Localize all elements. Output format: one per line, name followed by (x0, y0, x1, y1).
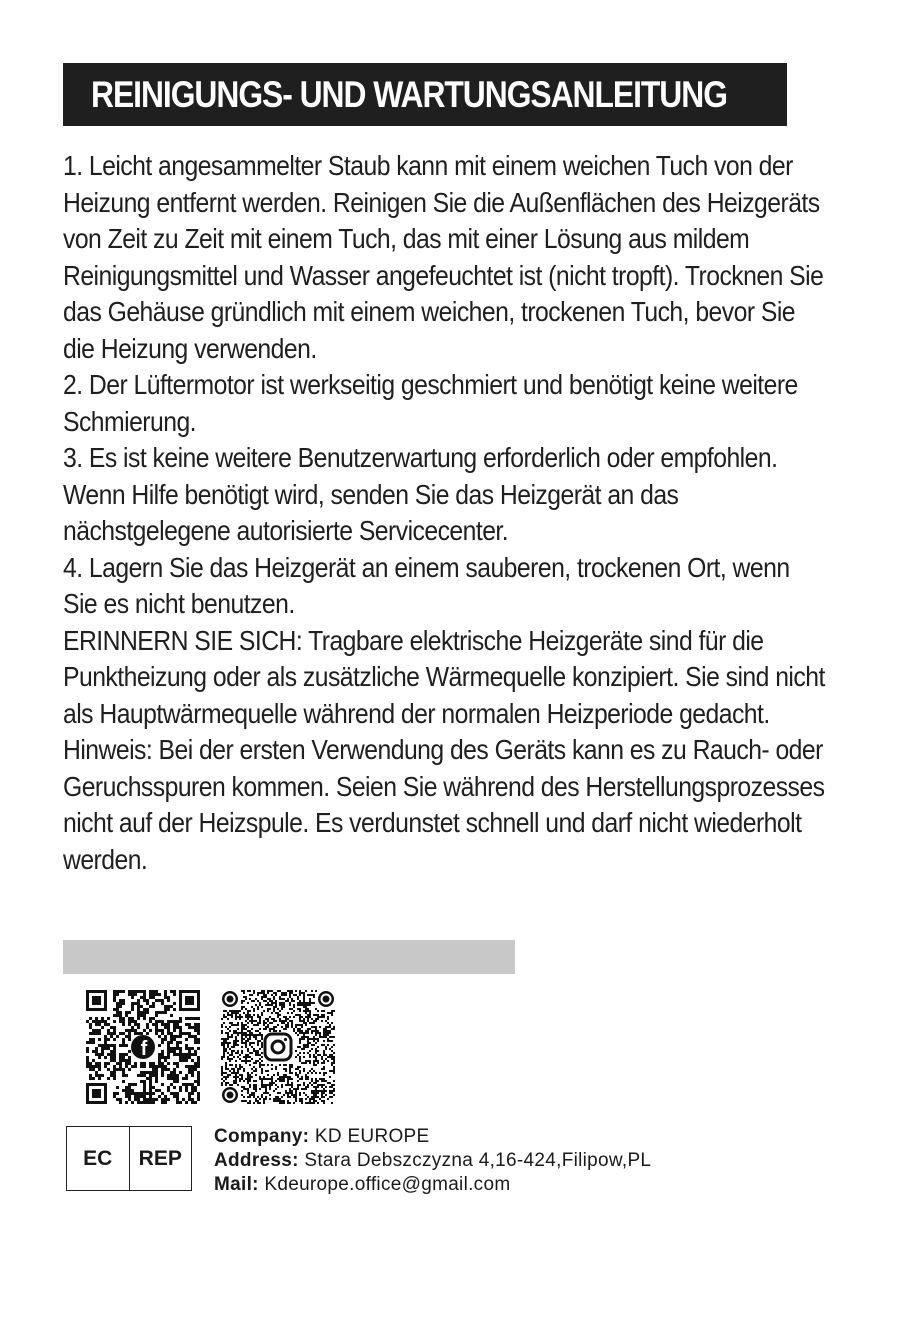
facebook-qr-code (86, 990, 200, 1104)
mail-label: Mail: (214, 1174, 259, 1195)
body-line: Punktheizung oder als zusätzliche Wärmequelle konzipiert. Sie sind nicht (63, 661, 825, 692)
company-line (214, 1125, 651, 1149)
company-label: Company: (214, 1126, 310, 1147)
instagram-icon (265, 1034, 291, 1060)
mail-line (214, 1173, 651, 1197)
body-line: nächstgelegene autorisierte Servicecenter. (63, 515, 509, 546)
body-line: Schmierung. (63, 405, 197, 437)
ec-rep-label (66, 1126, 192, 1191)
ec-rep-rep: REP (129, 1127, 192, 1190)
section-title-bar (63, 63, 787, 126)
body-line: 4. Lagern Sie das Heizgerät an einem sauberen, trockenen Ort, wenn (63, 551, 790, 583)
body-line: ERINNERN SIE SICH: Tragbare elektrische Heizgeräte sind für die (63, 624, 764, 656)
instagram-qr-code (221, 990, 335, 1104)
address-value: Stara Debszczyzna 4,16-424,Filipow,PL (298, 1150, 652, 1171)
body-line: 2. Der Lüftermotor ist werkseitig geschmiert und benötigt keine weitere (63, 369, 798, 400)
instructions-body (63, 148, 863, 878)
body-line: von Zeit zu Zeit mit einem Tuch, das mit einer Lösung aus mildem (63, 223, 750, 254)
svg-text:f: f (140, 1038, 148, 1060)
gray-divider-bar (63, 940, 515, 974)
mail-value: Kdeurope.office@gmail.com (258, 1174, 511, 1195)
body-line: Reinigungsmittel und Wasser angefeuchtet ist (nicht tropft). Trocknen Sie (63, 259, 824, 291)
address-label: Address: (214, 1150, 299, 1171)
company-value: KD EUROPE (309, 1126, 430, 1147)
body-line: nicht auf der Heizspule. Es verdunstet schnell und darf nicht wiederholt (63, 807, 802, 838)
body-line: werden. (63, 843, 148, 875)
body-line: das Gehäuse gründlich mit einem weichen, trockenen Tuch, bevor Sie (63, 296, 796, 327)
contact-block (214, 1125, 651, 1197)
page-title: REINIGUNGS- UND WARTUNGSANLEITUNG (91, 73, 727, 115)
ec-rep-ec: EC (83, 1146, 113, 1170)
body-line: 1. Leicht angesammelter Staub kann mit einem weichen Tuch von der (63, 150, 793, 181)
body-line: Geruchsspuren kommen. Seien Sie während des Herstellungsprozesses (63, 770, 825, 802)
body-line: Wenn Hilfe benötigt wird, senden Sie das Heizgerät an das (63, 478, 679, 510)
facebook-icon (131, 1035, 155, 1060)
body-line: Hinweis: Bei der ersten Verwendung des Geräts kann es zu Rauch- oder (63, 734, 823, 765)
address-line (214, 1149, 651, 1173)
body-line: die Heizung verwenden. (63, 332, 317, 364)
body-line: Sie es nicht benutzen. (63, 588, 295, 619)
body-line: 3. Es ist keine weitere Benutzerwartung erforderlich oder empfohlen. (63, 442, 778, 473)
body-line: als Hauptwärmequelle während der normalen Heizperiode gedacht. (63, 697, 770, 729)
body-line: Heizung entfernt werden. Reinigen Sie die Außenflächen des Heizgeräts (63, 186, 820, 218)
